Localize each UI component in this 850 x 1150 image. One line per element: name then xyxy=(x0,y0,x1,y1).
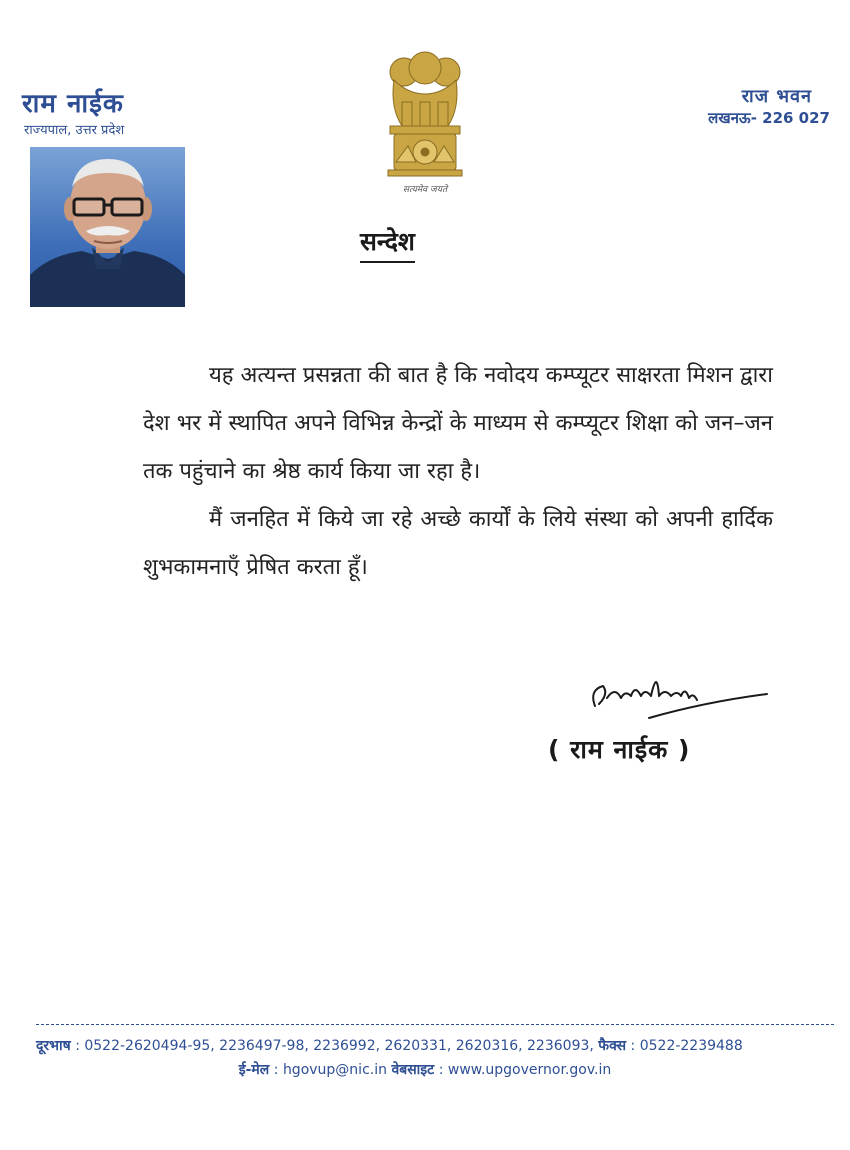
message-paragraph: यह अत्यन्त प्रसन्नता की बात है कि नवोदय कम्प्यूटर साक्षरता मिशन द्वारा देश भर में स्थापित अपने विभिन्न केन्द्रों के माध्यम से कम्प्यूटर शिक्षा को जन–जन तक पहुंचाने का श्रेष्ठ कार्य किया जा रहा है। xyxy=(143,363,773,484)
email-label: ई-मेल xyxy=(238,1062,270,1078)
email-address: hgovup@nic.in xyxy=(282,1062,387,1078)
governor-portrait-photo xyxy=(30,147,185,307)
website-label: वेबसाइट xyxy=(391,1062,435,1078)
website-address: www.upgovernor.gov.in xyxy=(447,1062,612,1078)
fax-number: 0522-2239488 xyxy=(639,1038,743,1054)
footer-contact-phone: दूरभाष : 0522-2620494-95, 2236497-98, 2236992, 2620331, 2620316, 2236093, फैक्स : 0522-2239488 xyxy=(36,1038,743,1054)
message-heading: सन्देश xyxy=(360,224,415,263)
sender-title: राज्यपाल, उत्तर प्रदेश xyxy=(24,123,125,138)
signature-icon xyxy=(585,660,775,730)
address-title: राज भवन xyxy=(741,86,812,107)
message-body xyxy=(143,352,773,592)
sender-name: राम नाईक xyxy=(22,89,124,119)
national-emblem xyxy=(380,50,470,200)
handwritten-signature xyxy=(585,660,775,730)
signatory-name: ( राम नाईक ) xyxy=(548,735,691,764)
phone-label: दूरभाष xyxy=(36,1038,71,1054)
portrait-illustration xyxy=(30,147,185,307)
footer-divider xyxy=(36,1024,834,1025)
message-paragraph: मैं जनहित में किये जा रहे अच्छे कार्यों के लिये संस्था को अपनी हार्दिक शुभकामनाएँ प्रेषित करता हूँ। xyxy=(143,507,773,580)
emblem-motto: सत्यमेव जयते xyxy=(402,185,448,195)
footer-contact-web: ई-मेल : hgovup@nic.in वेबसाइट : www.upgovernor.gov.in xyxy=(238,1062,612,1078)
fax-label: फैक्स xyxy=(598,1038,627,1054)
phone-numbers: 0522-2620494-95, 2236497-98, 2236992, 2620331, 2620316, 2236093, xyxy=(84,1038,594,1054)
address-city: लखनऊ- 226 027 xyxy=(708,109,830,127)
lion-capital-icon xyxy=(380,50,470,200)
